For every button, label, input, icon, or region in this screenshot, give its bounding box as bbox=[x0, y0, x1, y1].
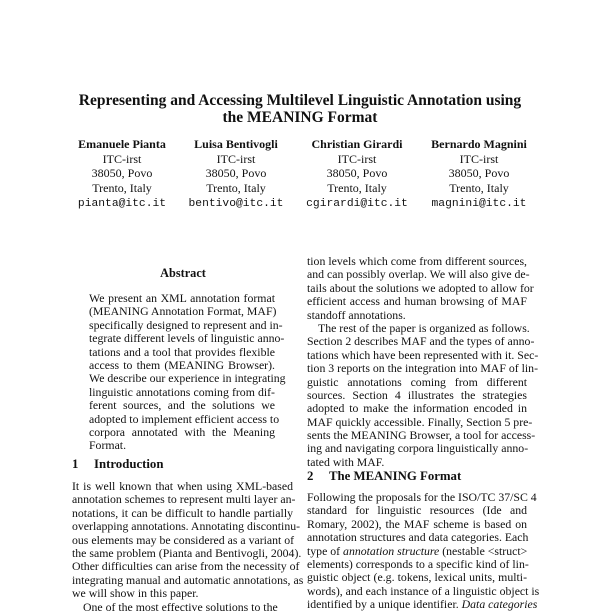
introduction-body bbox=[72, 479, 304, 614]
text-line: ous elements may be considered as a variant of bbox=[72, 532, 295, 547]
author-block bbox=[297, 137, 417, 212]
section-title: The MEANING Format bbox=[329, 469, 462, 483]
section-number: 2 bbox=[307, 469, 314, 483]
text-line: efficient access and human browsing of MAF bbox=[307, 294, 527, 309]
author-email: bentivo@itc.it bbox=[188, 198, 284, 210]
author-email: cgirardi@itc.it bbox=[306, 198, 408, 210]
author-name: Luisa Bentivogli bbox=[194, 137, 278, 151]
right-column-body bbox=[307, 254, 539, 469]
text-line: ing and navigating corpora linguistically anno- bbox=[307, 441, 529, 456]
text-line: adopted to implement efficient access to bbox=[89, 411, 280, 426]
text-line: adopted to make the information encoded in bbox=[307, 401, 527, 416]
author-name: Emanuele Pianta bbox=[78, 137, 166, 151]
text-line: Other difficulties can arise from the necessity of bbox=[72, 559, 300, 574]
text-line: corpora annotated with the Meaning bbox=[89, 424, 275, 439]
text-line: sents the MEANING Browser, a tool for access- bbox=[307, 428, 536, 443]
text-line: tated with MAF. bbox=[307, 454, 385, 469]
author-address: 38050, Povo bbox=[448, 166, 510, 180]
author-block bbox=[176, 137, 296, 212]
paper-title-line-1: Representing and Accessing Multilevel Linguistic Annotation using bbox=[78, 92, 522, 109]
abstract-heading: Abstract bbox=[160, 266, 206, 280]
author-address: 38050, Povo bbox=[205, 166, 267, 180]
text-line: identified by a unique identifier. Data categories bbox=[307, 597, 538, 612]
text-line: tations and a tool that provides flexible bbox=[89, 344, 275, 359]
section-2-heading bbox=[307, 469, 461, 484]
text-line: tion 3 reports on the integration into MAF of lin- bbox=[307, 361, 538, 376]
text-line: One of the most effective solutions to the bbox=[83, 599, 278, 614]
author-name: Bernardo Magnini bbox=[431, 137, 527, 151]
section-2-body bbox=[307, 490, 540, 612]
section-number: 1 bbox=[72, 457, 79, 471]
text-line: tails about the solutions we adopted to allow for bbox=[307, 280, 534, 295]
author-block bbox=[419, 137, 539, 212]
text-line: Format. bbox=[89, 438, 127, 453]
text-line: elements) corresponds to a specific kind of lin- bbox=[307, 556, 529, 571]
text-line: guistic object (e.g. tokens, lexical units, multi- bbox=[307, 570, 527, 585]
text-line: specifically designed to represent and in- bbox=[89, 317, 283, 332]
text-line: annotation structures and data categories. Each bbox=[307, 530, 529, 545]
author-affiliation: ITC-irst bbox=[337, 151, 377, 166]
text-line: The rest of the paper is organized as follows. bbox=[318, 320, 530, 335]
author-affiliation: ITC-irst bbox=[459, 151, 499, 166]
text-line: integrating manual and automatic annotations, as bbox=[72, 572, 304, 587]
author-affiliation: ITC-irst bbox=[216, 151, 256, 166]
text-line: (MEANING Annotation Format, MAF) bbox=[89, 304, 277, 319]
text-line: Romary, 2002), the MAF scheme is based on bbox=[307, 516, 527, 531]
text-line: tegrate different levels of linguistic anno- bbox=[89, 331, 285, 346]
text-line: we will show in this paper. bbox=[72, 586, 199, 601]
paper-title-line-2: the MEANING Format bbox=[222, 109, 378, 126]
text-line: overlapping annotations. Annotating discontinu- bbox=[72, 519, 301, 534]
author-city: Trento, Italy bbox=[206, 180, 266, 195]
author-name: Christian Girardi bbox=[311, 137, 403, 151]
text-line: tion levels which come from different sources, bbox=[307, 254, 527, 268]
author-affiliation: ITC-irst bbox=[102, 151, 142, 166]
text-line: words), and each instance of a linguistic object is bbox=[307, 583, 540, 598]
abstract-body bbox=[89, 291, 286, 453]
text-line: sources. Section 4 illustrates the strategies bbox=[307, 387, 527, 402]
author-email: magnini@itc.it bbox=[431, 198, 527, 210]
text-line: Section 2 describes MAF and the types of anno- bbox=[307, 334, 535, 349]
author-email: pianta@itc.it bbox=[77, 198, 167, 210]
text-line: and can possibly overlap. We will also give de- bbox=[307, 267, 530, 282]
author-address: 38050, Povo bbox=[326, 166, 388, 180]
text-line: We present an XML annotation format bbox=[89, 291, 275, 305]
text-line: It is well known that when using XML-based bbox=[72, 479, 293, 493]
text-line: notations, it can be difficult to handle partially bbox=[72, 505, 293, 520]
text-line: tations which have been represented with it. Sec- bbox=[307, 347, 539, 362]
text-line: ferent sources, and the solutions we bbox=[89, 398, 275, 413]
text-line: standoff annotations. bbox=[307, 307, 406, 322]
text-line: annotation schemes to represent multi layer an- bbox=[72, 492, 296, 507]
author-block bbox=[62, 137, 182, 212]
text-line: linguistic annotations coming from dif- bbox=[89, 384, 275, 399]
author-city: Trento, Italy bbox=[449, 180, 509, 195]
author-city: Trento, Italy bbox=[327, 180, 387, 195]
text-line: guistic annotations coming from different bbox=[307, 374, 527, 389]
text-line: the same problem (Pianta and Bentivogli, 2004). bbox=[72, 545, 302, 560]
text-line: standard for linguistic resources (Ide and bbox=[307, 503, 527, 518]
text-line: type of annotation structure (nestable <struct> bbox=[307, 543, 528, 558]
section-1-heading bbox=[72, 457, 163, 472]
text-line: Following the proposals for the ISO/TC 37/SC 4 bbox=[307, 490, 537, 504]
section-title: Introduction bbox=[94, 457, 164, 471]
author-address: 38050, Povo bbox=[91, 166, 153, 180]
text-line: MAF quickly accessible. Finally, Section 5 pre- bbox=[307, 414, 533, 429]
author-city: Trento, Italy bbox=[92, 180, 152, 195]
text-line: We describe our experience in integrating bbox=[89, 371, 286, 386]
text-line: access to them (MEANING Browser). bbox=[89, 357, 275, 372]
